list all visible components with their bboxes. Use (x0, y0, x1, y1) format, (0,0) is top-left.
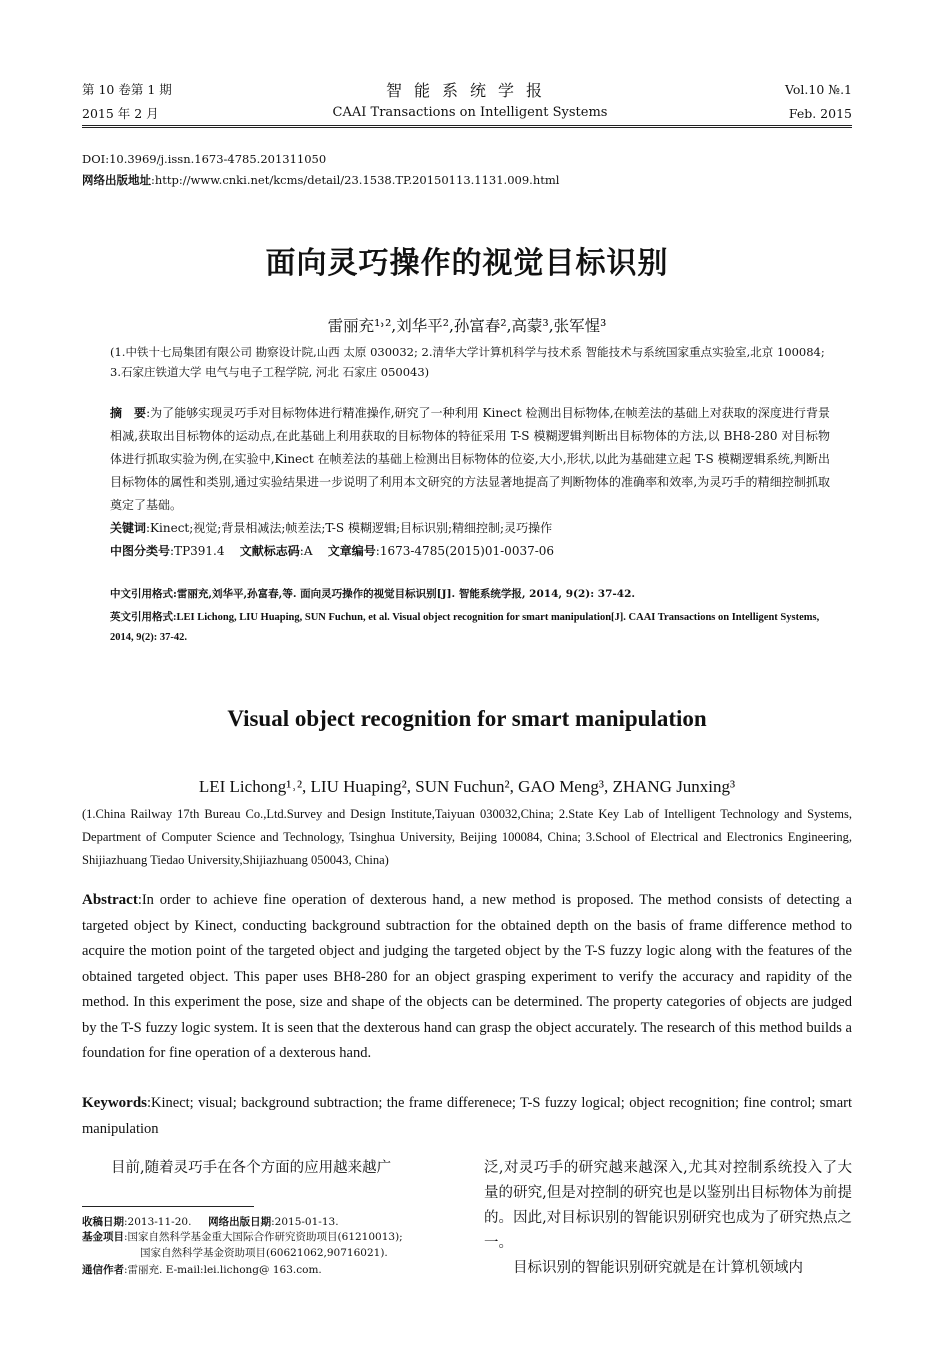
keywords-en-text: :Kinect; visual; background subtraction; the frame differenece; T-S fuzzy logical; object recognition; fine control; smart manipulation (82, 1095, 852, 1137)
abstract-en-text: :In order to achieve fine operation of dexterous hand, a new method is proposed. The method consists of detecting a targeted object by Kinect, conducting background subtraction for the obtained depth on the basis of frame difference method to acquire the motion point of the targeted object and judging the targeted object by the T-S fuzzy logic along with the features of the obtained targeted object. This paper uses BH8-280 for an object grasping experiment to verify the accuracy and rapidity of the method. In this experiment the pose, size and shape of the objects can be determined. The property categories of objects are judged by the T-S fuzzy logic system. It is seen that the dexterous hand can grasp the object accurately. The research of this method builds a foundation for fine operation of a dexterous hand. (82, 892, 852, 1061)
abstract-cn-label: 摘 要 (110, 406, 147, 420)
citation-en-text: :LEI Lichong, LIU Huaping, SUN Fuchun, et al. Visual object recognition for smart manipulation[J]. CAAI Transactions on Intelligent Systems, 2014, 9(2): 37-42. (110, 612, 820, 643)
clc-value: :TP391.4 (170, 544, 225, 558)
keywords-en-label: Keywords (82, 1095, 147, 1111)
keywords-cn-text: :Kinect;视觉;背景相减法;帧差法;T-S 模糊逻辑;目标识别;精细控制;灵巧操作 (146, 521, 553, 535)
abstract-cn (110, 402, 830, 517)
affiliation-cn: (1.中铁十七局集团有限公司 勘察设计院,山西 太原 030032; 2.清华大学计算机科学与技术系 智能技术与系统国家重点实验室,北京 100084; 3.石家庄铁道大学 电气与电子工程学院, 河北 石家庄 050043) (110, 345, 825, 379)
abstract-en-label: Abstract (82, 892, 138, 908)
fund-label: 基金项目 (82, 1231, 124, 1243)
footnote-divider (82, 1206, 254, 1207)
date-cn: 2015 年 2 月 (82, 106, 159, 121)
body-right-paragraph-1: 泛,对灵巧手的研究越来越深入,尤其对控制系统投入了大量的研究,但是对控制的研究也是以鉴别出目标物体为前提的。因此,对目标识别的智能识别研究也成为了研究热点之一。 (484, 1160, 852, 1251)
article-no-value: :1673-4785(2015)01-0037-06 (375, 544, 555, 558)
corresponding-text: :雷丽充. E-mail:lei.lichong@ 163.com. (124, 1264, 322, 1276)
title-cn: 面向灵巧操作的视觉目标识别 (265, 246, 669, 281)
citation-cn-text: :雷丽充,刘华平,孙富春,等. 面向灵巧操作的视觉目标识别[J]. 智能系统学报, 2014, 9(2): 37-42. (173, 588, 636, 600)
online-address-url: :http://www.cnki.net/kcms/detail/23.1538.TP.20150113.1131.009.html (151, 173, 560, 187)
citation-en-label: 英文引用格式 (110, 611, 173, 623)
footnote-fund (82, 1230, 482, 1245)
online-date-label: 网络出版日期 (208, 1216, 272, 1228)
corresponding-label: 通信作者 (82, 1264, 124, 1276)
citation-cn (110, 585, 830, 604)
date-en: Feb. 2015 (788, 106, 852, 121)
volume-issue-en: Vol.10 №.1 (784, 82, 852, 97)
abstract-cn-text: :为了能够实现灵巧手对目标物体进行精准操作,研究了一种利用 Kinect 检测出目标物体,在帧差法的基础上对获取的深度进行背景相减,获取出目标物体的运动点,在此基础上利用获取的目标物体的特征采用 T-S 模糊逻辑判断出目标物体的方法,以 BH8-280 对目标物体进行抓取实验为例,在实验中,Kinect 在帧差法的基础上检测出目标物体的位姿,大小,形状,以此为基础建立起 T-S 模糊逻辑系统,判断出目标物体的属性和类别,通过实验结果进一步说明了利用本文研究的方法显著地提高了判断物体的准确率和效率,为灵巧手的精细控制抓取奠定了基础。 (110, 406, 830, 512)
online-address-label: 网络出版地址 (82, 173, 151, 187)
title-en: Visual object recognition for smart manipulation (227, 706, 707, 731)
doc-code-label: 文献标志码 (239, 544, 300, 558)
online-date: :2015-01-13. (271, 1216, 339, 1228)
journal-name-cn: 智能系统学报 (385, 81, 554, 100)
header-rule-bottom (82, 127, 852, 128)
footnote-dates (82, 1215, 472, 1230)
header-rule-top (82, 125, 852, 126)
doi: DOI:10.3969/j.issn.1673-4785.201311050 (82, 152, 327, 166)
footnote-corresponding (82, 1263, 482, 1278)
article-no-label: 文章编号 (327, 544, 376, 558)
classification-line (110, 540, 830, 563)
keywords-cn (110, 517, 830, 540)
volume-issue-cn: 第 10 卷第 1 期 (82, 82, 172, 97)
fund-line-1: :国家自然科学基金重大国际合作研究资助项目(61210013); (124, 1231, 403, 1243)
received-label: 收稿日期 (82, 1216, 124, 1228)
affiliation-en: (1.China Railway 17th Bureau Co.,Ltd.Survey and Design Institute,Taiyuan 030032,China; 2.State Key Lab of Intelligent Technology and Systems, Department of Computer Science and Technology, Tsinghua University, Beijing 100084, China; 3.School of Electrical and Electronics Engineering, Shijiazhuang Tiedao University,Shijiazhuang 050043, China) (82, 807, 852, 867)
online-address (82, 170, 559, 190)
body-left-paragraph: 目前,随着灵巧手在各个方面的应用越来越广 (111, 1160, 392, 1176)
abstract-en (82, 888, 852, 1067)
received-date: :2013-11-20. (124, 1216, 192, 1228)
authors-en: LEI Lichong¹˒², LIU Huaping², SUN Fuchun², GAO Meng³, ZHANG Junxing³ (198, 777, 736, 796)
keywords-en (82, 1091, 852, 1142)
body-right-paragraph-2: 目标识别的智能识别研究就是在计算机领域内 (513, 1260, 803, 1276)
keywords-cn-label: 关键词 (110, 521, 147, 535)
citation-cn-label: 中文引用格式 (110, 588, 173, 600)
doc-code-value: :A (299, 544, 313, 558)
clc-label: 中图分类号 (110, 544, 171, 558)
citation-en (110, 607, 830, 648)
authors-cn: 雷丽充¹˒²,刘华平²,孙富春²,高蒙³,张军惺³ (327, 317, 607, 335)
fund-line-2: 国家自然科学基金资助项目(60621062,90716021). (140, 1247, 388, 1259)
journal-name-en: CAAI Transactions on Intelligent Systems (332, 105, 608, 120)
